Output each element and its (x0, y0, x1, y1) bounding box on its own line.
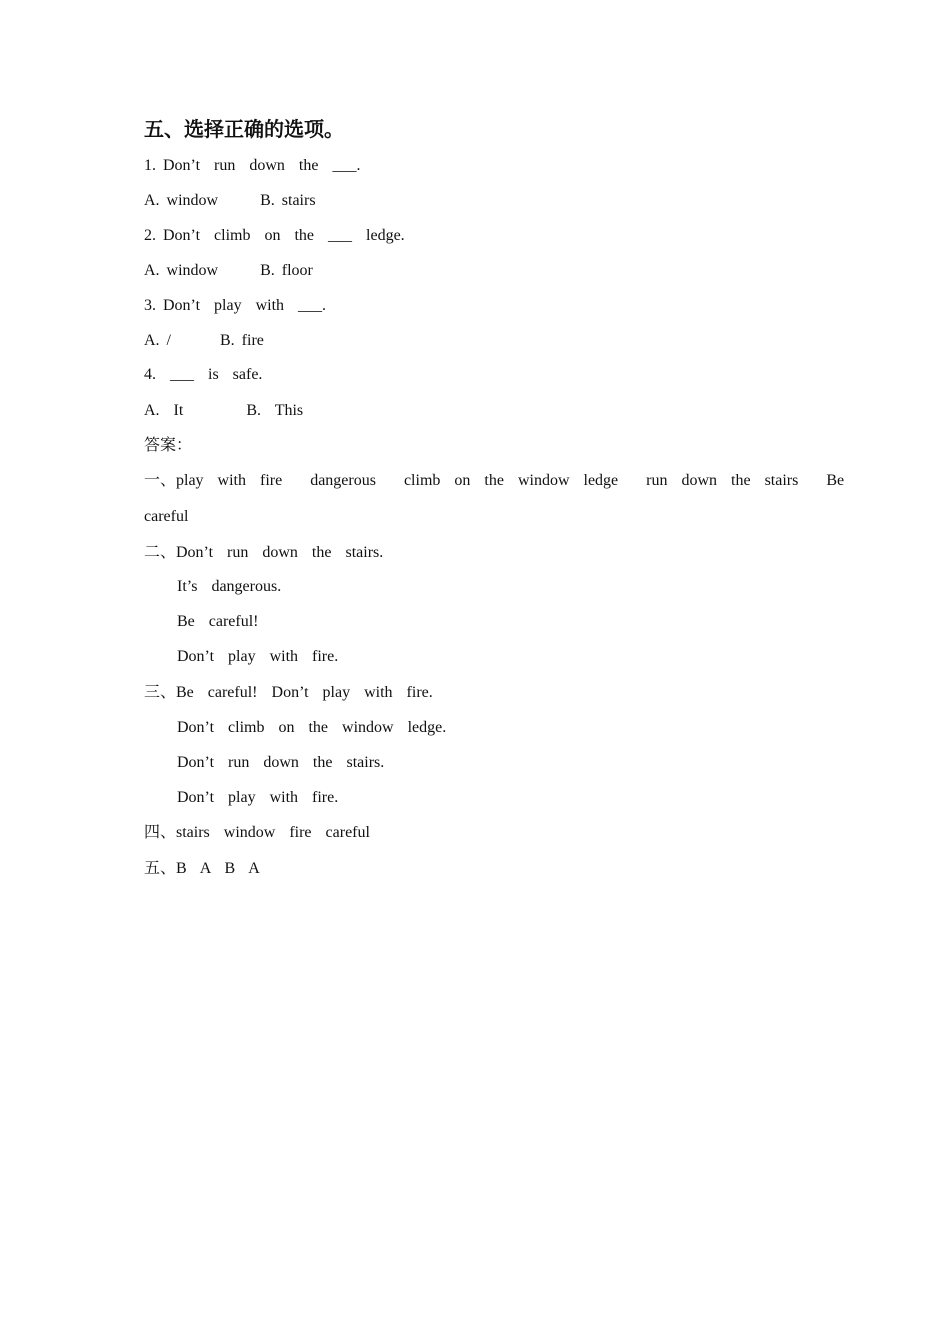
answer-part3-line2: Don’t climb on the window ledge. (177, 719, 447, 736)
answer-part3-line3: Don’t run down the stairs. (177, 754, 385, 771)
answers-label: 答案： (144, 437, 193, 454)
answer-part4: 四、stairs window fire careful (144, 824, 370, 841)
answer-part1-line1: 一、play with fire dangerous climb on the window ledge run down the stairs Be (144, 472, 845, 489)
answer-part5: 五、B A B A (144, 860, 260, 877)
question-3-prompt: 3. Don’t play with ___. (144, 297, 327, 314)
answer-part3-line4: Don’t play with fire. (177, 789, 339, 806)
question-3-options: A. / B. fire (144, 332, 264, 349)
question-1-options: A. window B. stairs (144, 192, 316, 209)
question-4-options: A. It B. This (144, 402, 304, 419)
answer-part2-line3: Be careful! (177, 613, 259, 630)
answer-part2-line4: Don’t play with fire. (177, 648, 339, 665)
answer-part3-line1: 三、Be careful! Don’t play with fire. (144, 684, 433, 701)
answer-part2-line2: It’s dangerous. (177, 578, 282, 595)
question-1-prompt: 1. Don’t run down the ___. (144, 157, 361, 174)
section-title: 五、选择正确的选项。 (144, 117, 344, 141)
answer-part2-line1: 二、Don’t run down the stairs. (144, 544, 384, 561)
answer-part1-line2: careful (144, 508, 189, 525)
question-2-prompt: 2. Don’t climb on the ___ ledge. (144, 227, 405, 244)
question-2-options: A. window B. floor (144, 262, 313, 279)
question-4-prompt: 4. ___ is safe. (144, 366, 263, 383)
